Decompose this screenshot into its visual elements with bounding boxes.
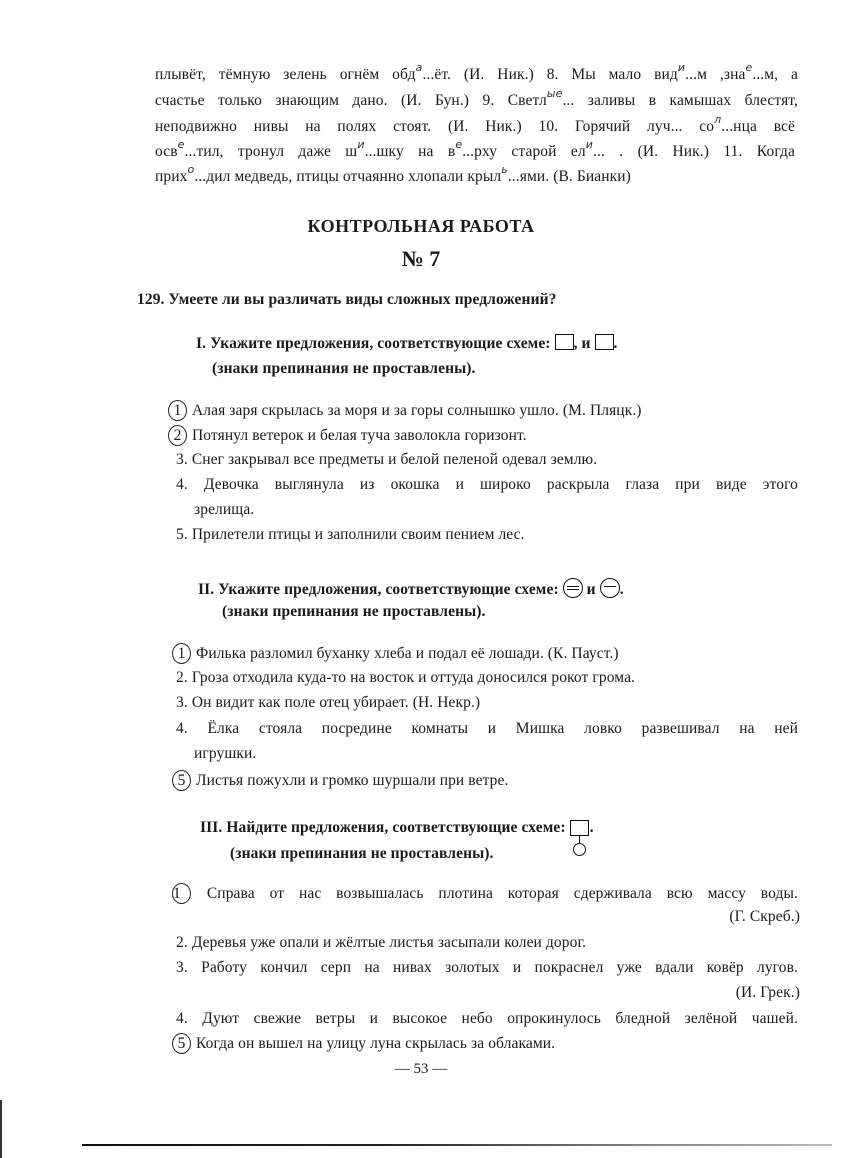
circled-number: 1 — [172, 643, 191, 664]
list-item — [176, 643, 619, 664]
handwritten-comma: , — [201, 66, 206, 83]
continuation-line-5 — [155, 163, 631, 186]
text: тронул даже ш — [223, 143, 358, 160]
sentence-text: Ёлка стояла посредине комнаты и Мишка ловко развешивал на ней — [207, 720, 798, 737]
main-and-subordinate-clause-scheme-icon — [570, 820, 590, 834]
section-3-note: (знаки препинания не проставлены). — [230, 845, 494, 862]
sentence-text: Гроза отходила куда-то на восток и оттуда доносился рокот грома. — [191, 669, 636, 686]
handwritten-comma: , — [219, 143, 224, 160]
list-item: 4. Ёлка стояла посредине комнаты и Мишка ловко развешивал на ней — [176, 720, 798, 737]
sentence-text: Девочка выглянула из окошка и широко раскрыла глаза при виде этого — [203, 476, 798, 493]
instruction-text: III. Найдите предложения, соответствующие схеме: — [200, 819, 566, 836]
section-2-instruction: II. Укажите предложения, соответствующие схеме: и . — [198, 578, 624, 599]
main-clause-square-icon — [555, 334, 574, 350]
text: ... . (И. Ник.) 11. Когда — [592, 143, 795, 160]
list-item-continuation: игрушки. — [194, 745, 257, 762]
list-item — [176, 770, 508, 791]
page-title: КОНТРОЛЬНАЯ РАБОТА — [307, 216, 535, 236]
text: счастье только знающим дано. (И. Бун.) 9. Светл — [155, 92, 547, 109]
text: ...м — [752, 66, 775, 83]
handwritten-letter: е — [745, 61, 753, 74]
text: ...рху старой ел — [462, 143, 586, 160]
handwritten-letter: л — [714, 113, 722, 126]
list-item: 4. Девочка выглянула из окошка и широко раскрыла глаза при виде этого — [176, 476, 798, 493]
sentence-text: Когда он вышел на улицу луна скрылась за облаками. — [195, 1035, 556, 1052]
work-number: № 7 — [401, 246, 441, 271]
item-number: 3 — [176, 694, 184, 711]
handwritten-letter: и — [357, 138, 365, 151]
handwritten-letter: е — [177, 138, 185, 151]
handwritten-letter: е — [455, 138, 463, 151]
sentence-text: Дуют свежие ветры и высокое небо опрокинулось бледной зелёной чашей. — [202, 1010, 799, 1027]
list-item: 3. Работу кончил серп на нивах золотых и покраснел уже вдали ковёр лугов. — [176, 959, 799, 976]
list-item — [176, 1033, 555, 1054]
sentence-text: Он видит как поле отец убирает. (Н. Некр.) — [191, 694, 481, 711]
list-item: 2. Гроза отходила куда-то на восток и оттуда доносился рокот грома. — [176, 669, 636, 686]
item-number: 2 — [176, 669, 184, 686]
handwritten-letter: о — [187, 163, 195, 176]
text: прих — [155, 168, 188, 185]
sentence-text: Алая заря скрылась за моря и за горы солнышко ушло. (М. Пляцк.) — [191, 402, 642, 419]
list-item: 4. Дуют свежие ветры и высокое небо опрокинулось бледной зелёной чашей. — [176, 1010, 799, 1027]
continuation-line-4 — [155, 138, 795, 161]
text: осв — [155, 143, 178, 160]
text: зна — [723, 66, 746, 83]
item-number: 3 — [176, 959, 184, 976]
list-item — [172, 425, 527, 446]
circled-number: 1 — [168, 400, 187, 421]
item-number: 4 — [176, 720, 184, 737]
handwritten-comma: , — [719, 66, 724, 83]
list-item: 2. Деревья уже опали и жёлтые листья засыпали колеи дорог. — [176, 934, 587, 951]
circled-number: 1 — [172, 883, 191, 904]
item-number: 5 — [176, 526, 184, 543]
text: ...шку на в — [364, 143, 456, 160]
scheme-joiner: и — [586, 581, 596, 598]
sentence-text: Листья пожухли и громко шуршали при ветре. — [195, 772, 509, 789]
page-number: — 53 — — [394, 1061, 448, 1077]
list-item-continuation: зрелища. — [194, 501, 255, 518]
handwritten-comma: , — [288, 168, 293, 185]
text: ...нца всё — [721, 118, 795, 135]
section-1-note: (знаки препинания не проставлены). — [212, 360, 476, 377]
sentence-text: Прилетели птицы и заполнили своим пением лес. — [191, 526, 525, 543]
text: птицы отчаянно хлопали крыл — [292, 168, 502, 185]
author-attribution: (Г. Скреб.) — [729, 908, 800, 925]
handwritten-letter: и — [677, 61, 686, 74]
continuation-line-3 — [155, 113, 795, 136]
list-item — [172, 400, 642, 421]
sentence-text: Филька разломил буханку хлеба и подал её лошади. (К. Пауст.) — [195, 645, 619, 662]
main-clause-square-icon — [595, 334, 614, 350]
sentence-text: Работу кончил серп на нивах золотых и покраснел уже вдали ковёр лугов. — [201, 959, 799, 976]
text: ...ёт. (И. Ник.) 8. Мы мало вид — [422, 66, 678, 83]
continuation-line-1 — [155, 61, 798, 84]
instruction-text: I. Укажите предложения, соответствующие схеме: — [196, 335, 551, 352]
handwritten-letter: ые — [546, 87, 563, 100]
text: ...тил — [184, 143, 220, 160]
handwritten-letter: а — [415, 61, 423, 74]
author-attribution: (И. Грек.) — [735, 984, 800, 1001]
predicate-circle-icon — [600, 578, 620, 598]
sentence-text: Справа от нас возвышалась плотина которая сдерживала всю массу воды. — [206, 885, 798, 902]
scan-left-edge — [0, 1100, 2, 1158]
handwritten-comma: , — [794, 92, 798, 109]
list-item: 5. Прилетели птицы и заполнили своим пением лес. — [176, 526, 525, 543]
list-item: 3. Снег закрывал все предметы и белой пеленой одевал землю. — [176, 451, 598, 468]
section-1-instruction: I. Укажите предложения, соответствующие схеме: , и . — [196, 335, 618, 352]
task-question: 129. Умеете ли вы различать виды сложных предложений? — [137, 291, 557, 308]
circled-number: 5 — [172, 770, 191, 791]
item-number: 4 — [176, 476, 184, 493]
instruction-text: II. Укажите предложения, соответствующие схеме: — [198, 581, 559, 598]
text: неподвижно нивы на полях стоят. (И. Ник.) 10. Горячий луч... со — [155, 118, 715, 135]
sentence-text: Снег закрывал все предметы и белой пеленой одевал землю. — [191, 451, 598, 468]
text: ... заливы в камышах блестят — [562, 92, 795, 109]
text: плывёт — [155, 66, 202, 83]
text: ...м — [685, 66, 720, 83]
sentence-text: Деревья уже опали и жёлтые листья засыпали колеи дорог. — [191, 934, 587, 951]
text: тёмную зелень огнём обд — [205, 66, 416, 83]
continuation-line-2 — [155, 87, 798, 110]
section-3-instruction: III. Найдите предложения, соответствующие схеме: . — [200, 819, 594, 837]
text: ...дил медведь — [194, 168, 289, 185]
item-number: 4 — [176, 1010, 184, 1027]
sentence-text: Потянул ветерок и белая туча заволокла горизонт. — [191, 427, 527, 444]
text: а — [778, 66, 798, 83]
list-item — [173, 883, 798, 904]
predicate-circle-icon — [563, 578, 583, 598]
scan-bottom-rule — [82, 1144, 832, 1146]
list-item: 3. Он видит как поле отец убирает. (Н. Некр.) — [176, 694, 481, 711]
handwritten-letter: ь — [501, 163, 508, 176]
handwritten-letter: и — [585, 138, 593, 151]
circled-number: 5 — [172, 1033, 191, 1054]
scheme-joiner: , и — [573, 335, 591, 352]
item-number: 2 — [176, 934, 184, 951]
section-2-note: (знаки препинания не проставлены). — [222, 603, 486, 620]
circled-number: 2 — [168, 425, 187, 446]
handwritten-comma: , — [774, 66, 779, 83]
text: ...ями. (В. Бианки) — [507, 168, 631, 185]
item-number: 3 — [176, 451, 184, 468]
